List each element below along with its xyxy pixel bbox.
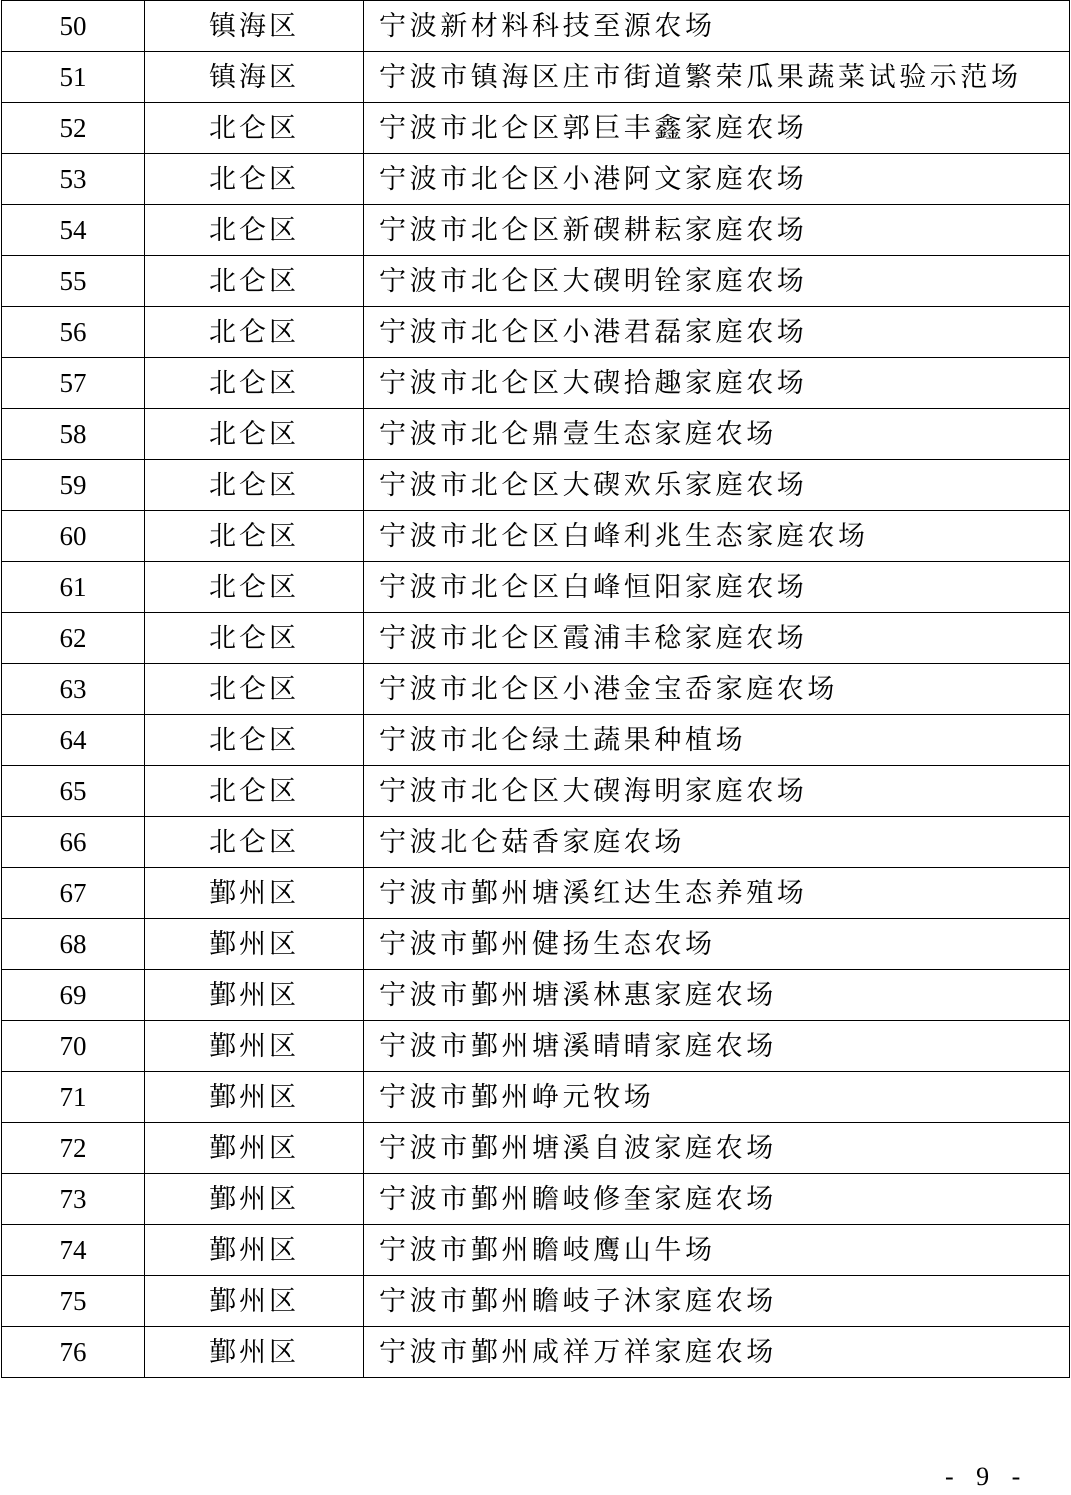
row-number-cell: 53 bbox=[2, 154, 145, 205]
farm-name-cell: 宁波市北仑区小港阿文家庭农场 bbox=[364, 154, 1070, 205]
farm-name-cell: 宁波市鄞州峥元牧场 bbox=[364, 1072, 1070, 1123]
row-number-cell: 56 bbox=[2, 307, 145, 358]
row-number-cell: 54 bbox=[2, 205, 145, 256]
farm-name-cell: 宁波市鄞州咸祥万祥家庭农场 bbox=[364, 1327, 1070, 1378]
row-number-cell: 57 bbox=[2, 358, 145, 409]
table-row bbox=[2, 460, 1070, 511]
table-row bbox=[2, 256, 1070, 307]
district-cell: 北仑区 bbox=[145, 715, 364, 766]
farm-name-cell: 宁波北仑菇香家庭农场 bbox=[364, 817, 1070, 868]
district-cell: 鄞州区 bbox=[145, 1021, 364, 1072]
district-cell: 北仑区 bbox=[145, 817, 364, 868]
farm-name-cell: 宁波市北仑区白峰恒阳家庭农场 bbox=[364, 562, 1070, 613]
table-row bbox=[2, 103, 1070, 154]
row-number-cell: 65 bbox=[2, 766, 145, 817]
table-row bbox=[2, 766, 1070, 817]
row-number-cell: 63 bbox=[2, 664, 145, 715]
district-cell: 北仑区 bbox=[145, 511, 364, 562]
row-number-cell: 71 bbox=[2, 1072, 145, 1123]
farm-name-cell: 宁波市北仑区小港君磊家庭农场 bbox=[364, 307, 1070, 358]
district-cell: 鄞州区 bbox=[145, 1327, 364, 1378]
farm-name-cell: 宁波市鄞州瞻岐修奎家庭农场 bbox=[364, 1174, 1070, 1225]
farm-name-cell: 宁波市鄞州瞻岐鹰山牛场 bbox=[364, 1225, 1070, 1276]
table-row bbox=[2, 1072, 1070, 1123]
table-row bbox=[2, 868, 1070, 919]
table-row bbox=[2, 613, 1070, 664]
farm-list-table bbox=[1, 0, 1070, 1378]
farm-name-cell: 宁波市鄞州健扬生态农场 bbox=[364, 919, 1070, 970]
district-cell: 北仑区 bbox=[145, 307, 364, 358]
row-number-cell: 72 bbox=[2, 1123, 145, 1174]
farm-list-body bbox=[2, 1, 1070, 1378]
table-row bbox=[2, 1174, 1070, 1225]
table-row bbox=[2, 919, 1070, 970]
district-cell: 北仑区 bbox=[145, 766, 364, 817]
district-cell: 北仑区 bbox=[145, 205, 364, 256]
row-number-cell: 60 bbox=[2, 511, 145, 562]
row-number-cell: 70 bbox=[2, 1021, 145, 1072]
farm-name-cell: 宁波市北仑区白峰利兆生态家庭农场 bbox=[364, 511, 1070, 562]
table-row bbox=[2, 1276, 1070, 1327]
farm-name-cell: 宁波市鄞州塘溪晴晴家庭农场 bbox=[364, 1021, 1070, 1072]
row-number-cell: 61 bbox=[2, 562, 145, 613]
row-number-cell: 66 bbox=[2, 817, 145, 868]
farm-name-cell: 宁波新材料科技至源农场 bbox=[364, 1, 1070, 52]
district-cell: 北仑区 bbox=[145, 103, 364, 154]
table-row bbox=[2, 715, 1070, 766]
table-row bbox=[2, 562, 1070, 613]
farm-name-cell: 宁波市北仑鼎壹生态家庭农场 bbox=[364, 409, 1070, 460]
district-cell: 鄞州区 bbox=[145, 1225, 364, 1276]
row-number-cell: 74 bbox=[2, 1225, 145, 1276]
farm-name-cell: 宁波市北仑区大碶海明家庭农场 bbox=[364, 766, 1070, 817]
district-cell: 镇海区 bbox=[145, 1, 364, 52]
table-row bbox=[2, 970, 1070, 1021]
district-cell: 北仑区 bbox=[145, 664, 364, 715]
district-cell: 北仑区 bbox=[145, 613, 364, 664]
table-row bbox=[2, 511, 1070, 562]
farm-name-cell: 宁波市镇海区庄市街道繁荣瓜果蔬菜试验示范场 bbox=[364, 52, 1070, 103]
district-cell: 北仑区 bbox=[145, 256, 364, 307]
farm-name-cell: 宁波市北仑区大碶拾趣家庭农场 bbox=[364, 358, 1070, 409]
row-number-cell: 67 bbox=[2, 868, 145, 919]
row-number-cell: 50 bbox=[2, 1, 145, 52]
district-cell: 北仑区 bbox=[145, 409, 364, 460]
farm-name-cell: 宁波市鄞州塘溪自波家庭农场 bbox=[364, 1123, 1070, 1174]
row-number-cell: 52 bbox=[2, 103, 145, 154]
table-row bbox=[2, 358, 1070, 409]
row-number-cell: 55 bbox=[2, 256, 145, 307]
table-row bbox=[2, 409, 1070, 460]
row-number-cell: 62 bbox=[2, 613, 145, 664]
district-cell: 北仑区 bbox=[145, 358, 364, 409]
row-number-cell: 75 bbox=[2, 1276, 145, 1327]
district-cell: 北仑区 bbox=[145, 562, 364, 613]
district-cell: 鄞州区 bbox=[145, 919, 364, 970]
farm-name-cell: 宁波市北仑区新碶耕耘家庭农场 bbox=[364, 205, 1070, 256]
district-cell: 鄞州区 bbox=[145, 1072, 364, 1123]
row-number-cell: 59 bbox=[2, 460, 145, 511]
row-number-cell: 76 bbox=[2, 1327, 145, 1378]
district-cell: 鄞州区 bbox=[145, 868, 364, 919]
row-number-cell: 69 bbox=[2, 970, 145, 1021]
district-cell: 鄞州区 bbox=[145, 970, 364, 1021]
district-cell: 镇海区 bbox=[145, 52, 364, 103]
farm-name-cell: 宁波市北仑区霞浦丰稔家庭农场 bbox=[364, 613, 1070, 664]
page-number: - 9 - bbox=[945, 1462, 1029, 1491]
district-cell: 鄞州区 bbox=[145, 1123, 364, 1174]
row-number-cell: 68 bbox=[2, 919, 145, 970]
district-cell: 鄞州区 bbox=[145, 1174, 364, 1225]
table-row bbox=[2, 817, 1070, 868]
table-row bbox=[2, 307, 1070, 358]
row-number-cell: 73 bbox=[2, 1174, 145, 1225]
farm-name-cell: 宁波市北仑区大碶欢乐家庭农场 bbox=[364, 460, 1070, 511]
farm-name-cell: 宁波市鄞州塘溪林惠家庭农场 bbox=[364, 970, 1070, 1021]
farm-name-cell: 宁波市鄞州塘溪红达生态养殖场 bbox=[364, 868, 1070, 919]
row-number-cell: 51 bbox=[2, 52, 145, 103]
farm-name-cell: 宁波市北仑区小港金宝岙家庭农场 bbox=[364, 664, 1070, 715]
district-cell: 北仑区 bbox=[145, 460, 364, 511]
table-row bbox=[2, 1123, 1070, 1174]
farm-name-cell: 宁波市北仑区郭巨丰鑫家庭农场 bbox=[364, 103, 1070, 154]
row-number-cell: 64 bbox=[2, 715, 145, 766]
table-row bbox=[2, 52, 1070, 103]
farm-name-cell: 宁波市北仑绿土蔬果种植场 bbox=[364, 715, 1070, 766]
district-cell: 鄞州区 bbox=[145, 1276, 364, 1327]
table-row bbox=[2, 1, 1070, 52]
farm-name-cell: 宁波市北仑区大碶明铨家庭农场 bbox=[364, 256, 1070, 307]
district-cell: 北仑区 bbox=[145, 154, 364, 205]
table-row bbox=[2, 1225, 1070, 1276]
farm-name-cell: 宁波市鄞州瞻岐子沐家庭农场 bbox=[364, 1276, 1070, 1327]
row-number-cell: 58 bbox=[2, 409, 145, 460]
table-row bbox=[2, 1021, 1070, 1072]
table-row bbox=[2, 154, 1070, 205]
table-row bbox=[2, 1327, 1070, 1378]
table-row bbox=[2, 205, 1070, 256]
table-row bbox=[2, 664, 1070, 715]
